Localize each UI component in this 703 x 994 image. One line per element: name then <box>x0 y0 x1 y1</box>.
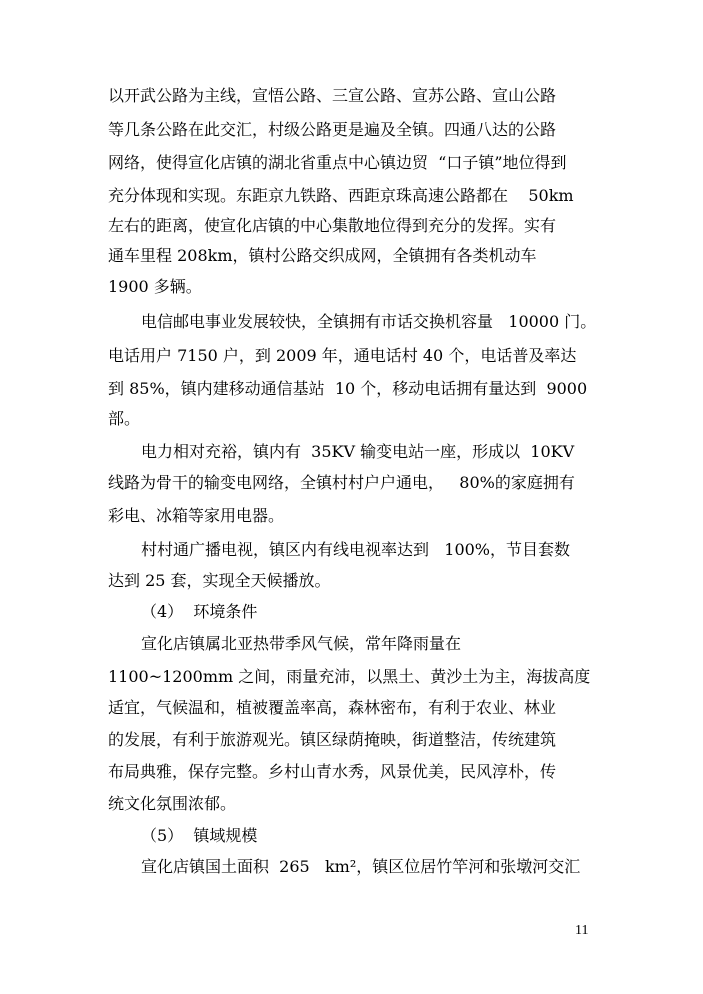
text-line: 适宜，气候温和，植被覆盖率高，森林密布，有利于农业、林业 <box>108 698 557 717</box>
text-line: 电信邮电事业发展较快，全镇拥有市话交换机容量 10000 门。 <box>141 312 597 331</box>
text-line: 到 85%，镇内建移动通信基站 10 个，移动电话拥有量达到 9000 <box>108 379 588 398</box>
text-line: 线路为骨干的输变电网络，全镇村村户户通电， 80%的家庭拥有 <box>108 473 575 492</box>
text-line: 彩电、冰箱等家用电器。 <box>108 506 285 525</box>
text-line: 达到 25 套，实现全天候播放。 <box>108 571 331 590</box>
text-line: 通车里程 208km，镇村公路交织成网，全镇拥有各类机动车 <box>108 246 537 265</box>
text-line: 的发展，有利于旅游观光。镇区绿荫掩映，街道整洁，传统建筑 <box>108 730 557 749</box>
text-line: 等几条公路在此交汇，村级公路更是遍及全镇。四通八达的公路 <box>108 120 557 139</box>
text-line: 电力相对充裕，镇内有 35KV 输变电站一座，形成以 10KV <box>141 442 575 461</box>
text-line: 1100~1200mm 之间，雨量充沛，以黑土、黄沙土为主，海拔高度 <box>108 667 591 686</box>
text-line: 充分体现和实现。东距京九铁路、西距京珠高速公路都在 50km <box>108 186 574 205</box>
text-line: 网络，使得宣化店镇的湖北省重点中心镇边贸 “口子镇”地位得到 <box>108 153 567 172</box>
text-line: 宣化店镇国土面积 265 km²，镇区位居竹竿河和张墩河交汇 <box>141 857 581 876</box>
section-heading: （4） 环境条件 <box>141 602 258 621</box>
text-line: 以开武公路为主线，宣悟公路、三宣公路、宣苏公路、宣山公路 <box>108 86 557 105</box>
text-line: 统文化氛围浓郁。 <box>108 794 237 813</box>
section-heading: （5） 镇域规模 <box>141 826 258 845</box>
page-number: 11 <box>575 923 589 938</box>
text-line: 电话用户 7150 户，到 2009 年，通电话村 40 个，电话普及率达 <box>108 346 577 365</box>
text-line: 左右的距离，使宣化店镇的中心集散地位得到充分的发挥。实有 <box>108 216 557 235</box>
text-line: 1900 多辆。 <box>108 277 202 296</box>
text-line: 宣化店镇属北亚热带季风气候，常年降雨量在 <box>141 634 462 653</box>
text-line: 部。 <box>108 409 141 428</box>
text-line: 布局典雅，保存完整。乡村山青水秀，风景优美，民风淳朴，传 <box>108 762 557 781</box>
text-line: 村村通广播电视，镇区内有线电视率达到 100%，节目套数 <box>141 540 571 559</box>
